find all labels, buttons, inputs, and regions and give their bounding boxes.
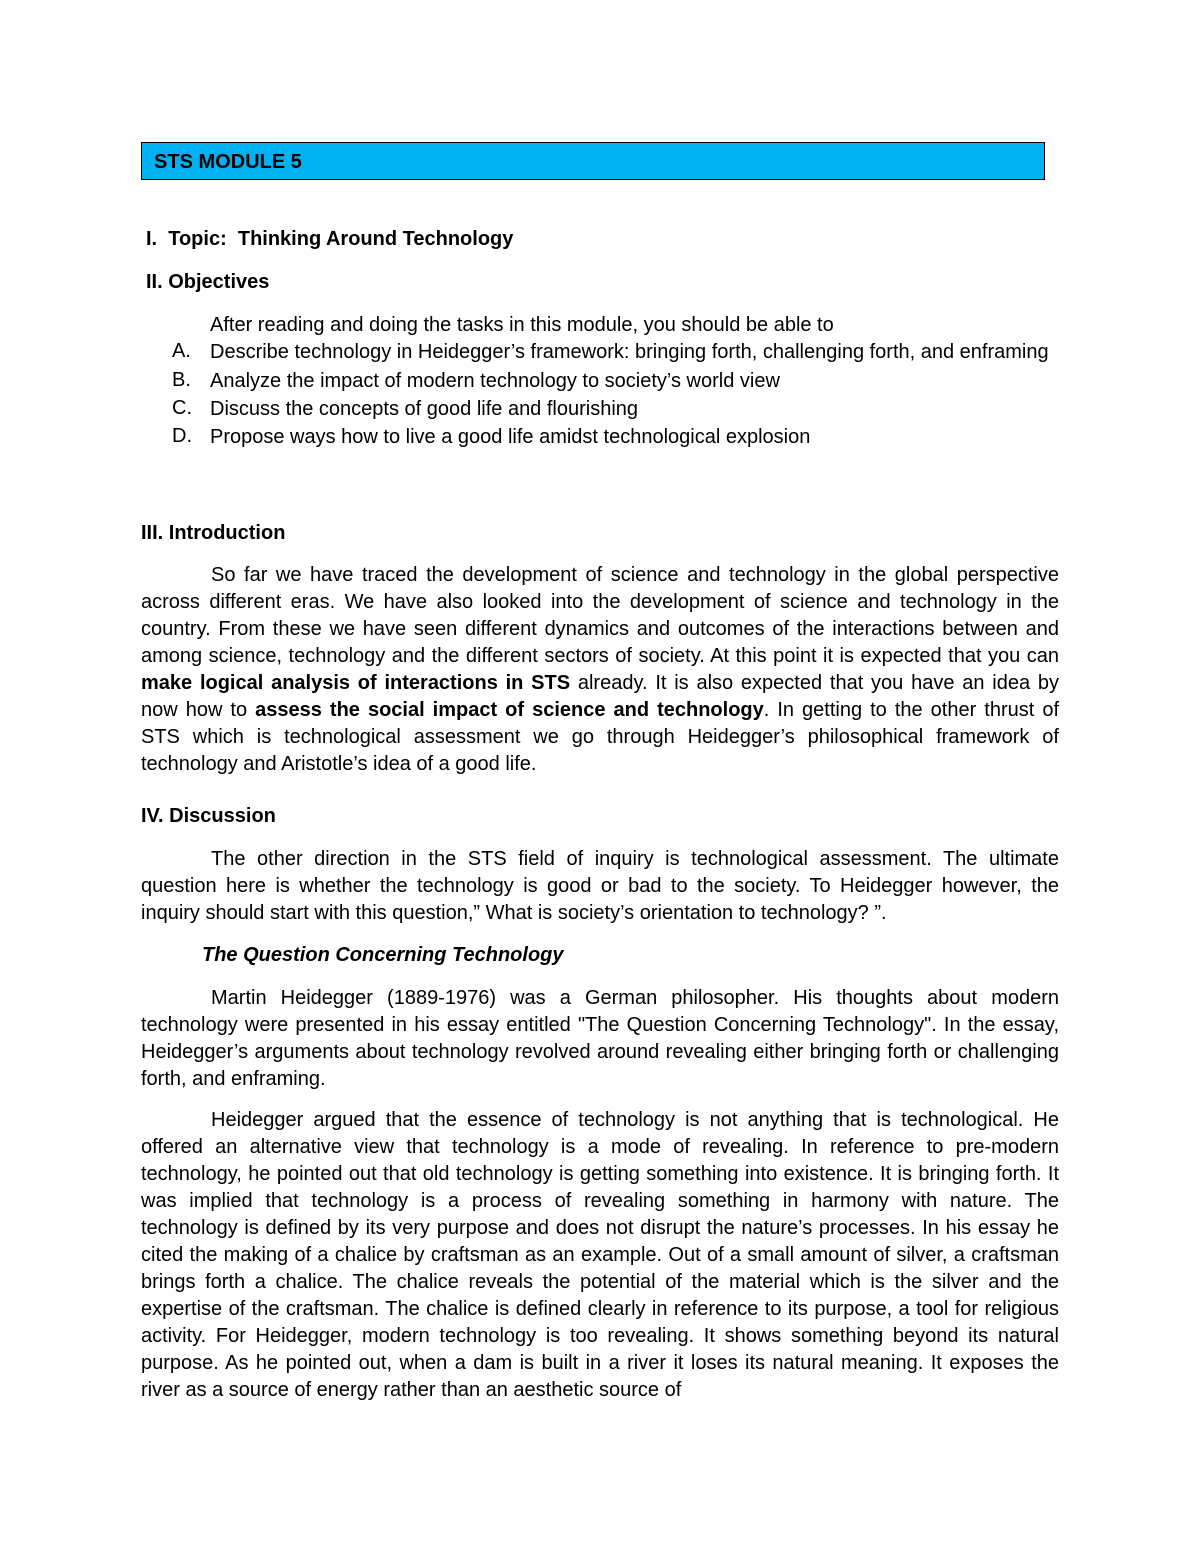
objective-item-c	[172, 395, 1060, 423]
intro-text-2: already. It is also expected that you have an idea by now how to	[141, 672, 1059, 721]
objective-item-d	[172, 423, 1060, 451]
intro-bold-2: assess the social impact of science and technology	[255, 699, 764, 721]
objective-letter: B.	[172, 369, 191, 391]
intro-bold-1: make logical analysis of interactions in STS	[141, 672, 571, 694]
objective-item-b	[172, 367, 1060, 395]
objective-text: Describe technology in Heidegger’s framework: bringing forth, challenging forth, and enframing	[210, 341, 1049, 363]
introduction-paragraph	[141, 562, 1059, 778]
objectives-heading: II. Objectives	[146, 271, 270, 293]
objective-letter: D.	[172, 425, 192, 447]
introduction-heading: III. Introduction	[141, 522, 286, 544]
discussion-paragraph-1: The other direction in the STS field of inquiry is technological assessment. The ultimate question here is whether the technology is good or bad to the society. To Heidegger however, the inquiry should start with this question,” What is society’s orientation to technology? ”.	[141, 848, 1059, 924]
intro-text-3: . In getting to the other thrust of STS which is technological assessment we go through Heidegger’s philosophical framework of technology and Aristotle’s idea of a good life.	[141, 699, 1059, 775]
discussion-paragraph-2: Martin Heidegger (1889-1976) was a German philosopher. His thoughts about modern technology were presented in his essay entitled "The Question Concerning Technology". In the essay, Heidegger’s arguments about technology revolved around revealing either bringing forth or challenging forth, and enframing.	[141, 987, 1059, 1090]
discussion-heading: IV. Discussion	[141, 805, 276, 827]
objective-text: Analyze the impact of modern technology to society’s world view	[210, 370, 780, 392]
objective-text: Propose ways how to live a good life amidst technological explosion	[210, 426, 811, 448]
objectives-list	[172, 338, 1060, 451]
module-title: STS MODULE 5	[154, 151, 302, 173]
discussion-paragraph-3: Heidegger argued that the essence of technology is not anything that is technological. He offered an alternative view that technology is a mode of revealing. In reference to pre-modern technology, he pointed out that old technology is getting something into existence. It is bringing forth. It was implied that technology is a process of revealing something in harmony with nature. The technology is defined by its very purpose and does not disrupt the nature’s processes. In his essay he cited the making of a chalice by craftsman as an example. Out of a small amount of silver, a craftsman brings forth a chalice. The chalice reveals the potential of the material which is the silver and the expertise of the craftsman. The chalice is defined clearly in reference to its purpose, a tool for religious activity. For Heidegger, modern technology is too revealing. It shows something beyond its natural purpose. As he pointed out, when a dam is built in a river it loses its natural meaning. It exposes the river as a source of energy rather than an aesthetic source of	[141, 1109, 1059, 1401]
objective-text: Discuss the concepts of good life and flourishing	[210, 398, 639, 420]
topic-heading	[146, 226, 513, 253]
objective-item-a	[172, 338, 1060, 366]
section-subtitle: The Question Concerning Technology	[202, 944, 564, 966]
intro-text-1: So far we have traced the development of science and technology in the global perspective across different eras. We have also looked into the development of science and technology in the country. From these we have seen different dynamics and outcomes of the interactions between and among science, technology and the different sectors of society. At this point it is expected that you can	[141, 564, 1059, 667]
module-banner	[141, 142, 1045, 180]
topic-label: I. Topic: Thinking Around Technology	[146, 228, 514, 250]
objectives-lead: After reading and doing the tasks in this module, you should be able to	[210, 314, 834, 336]
objective-letter: C.	[172, 397, 192, 419]
objective-letter: A.	[172, 340, 191, 362]
